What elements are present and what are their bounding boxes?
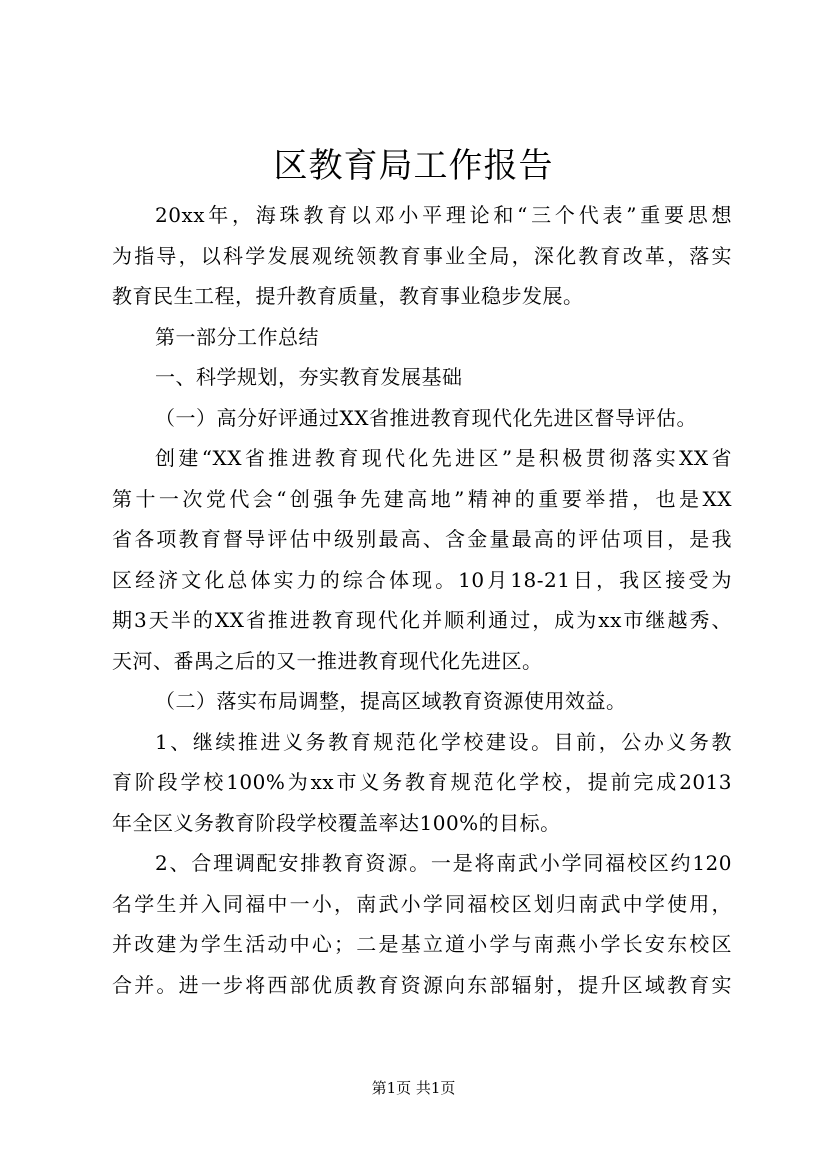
text-line: 省各项教育督导评估中级别最高、含金量最高的评估项目，是我 <box>112 527 732 551</box>
text-line: 合并。进一步将西部优质教育资源向东部辐射，提升区域教育实 <box>112 972 732 997</box>
document-body <box>112 195 732 1005</box>
text-line: 育阶段学校100%为xx市义务教育规范化学校，提前完成2013 <box>112 770 732 794</box>
text-line: 第十一次党代会“创强争先建高地”精神的重要举措，也是XX <box>112 486 732 511</box>
text-line: 区经济文化总体实力的综合体现。10月18-21日，我区接受为 <box>112 567 732 592</box>
text-line: 名学生并入同福中一小，南武小学同福校区划归南武中学使用， <box>112 891 732 916</box>
text-line: 期3天半的XX省推进教育现代化并顺利通过，成为xx市继越秀、 <box>112 608 732 632</box>
document-title: 区教育局工作报告 <box>273 146 554 186</box>
text-line: 天河、番禺之后的又一推进教育现代化先进区。 <box>112 648 543 673</box>
text-line: 年全区义务教育阶段学校覆盖率达100%的目标。 <box>112 810 561 835</box>
text-line: 20xx年，海珠教育以邓小平理论和“三个代表”重要思想 <box>155 203 732 227</box>
text-line: 并改建为学生活动中心；二是基立道小学与南燕小学长安东校区 <box>112 932 732 956</box>
page-footer: 第1页 共1页 <box>371 1079 456 1097</box>
text-line: 为指导，以科学发展观统领教育事业全局，深化教育改革，落实 <box>112 243 732 268</box>
subsection-heading: （一）高分好评通过XX省推进教育现代化先进区督导评估。 <box>155 405 697 430</box>
subsection-heading: （二）落实布局调整，提高区域教育资源使用效益。 <box>155 689 627 713</box>
text-line: 2、合理调配安排教育资源。一是将南武小学同福校区约120 <box>155 851 732 875</box>
subsection-heading: 一、科学规划，夯实教育发展基础 <box>155 365 463 389</box>
text-line: 创建“XX省推进教育现代化先进区”是积极贯彻落实XX省 <box>155 446 732 470</box>
text-line: 1、继续推进义务教育规范化学校建设。目前，公办义务教 <box>155 729 732 754</box>
text-line: 教育民生工程，提升教育质量，教育事业稳步发展。 <box>112 284 584 308</box>
section-heading: 第一部分工作总结 <box>155 324 319 349</box>
